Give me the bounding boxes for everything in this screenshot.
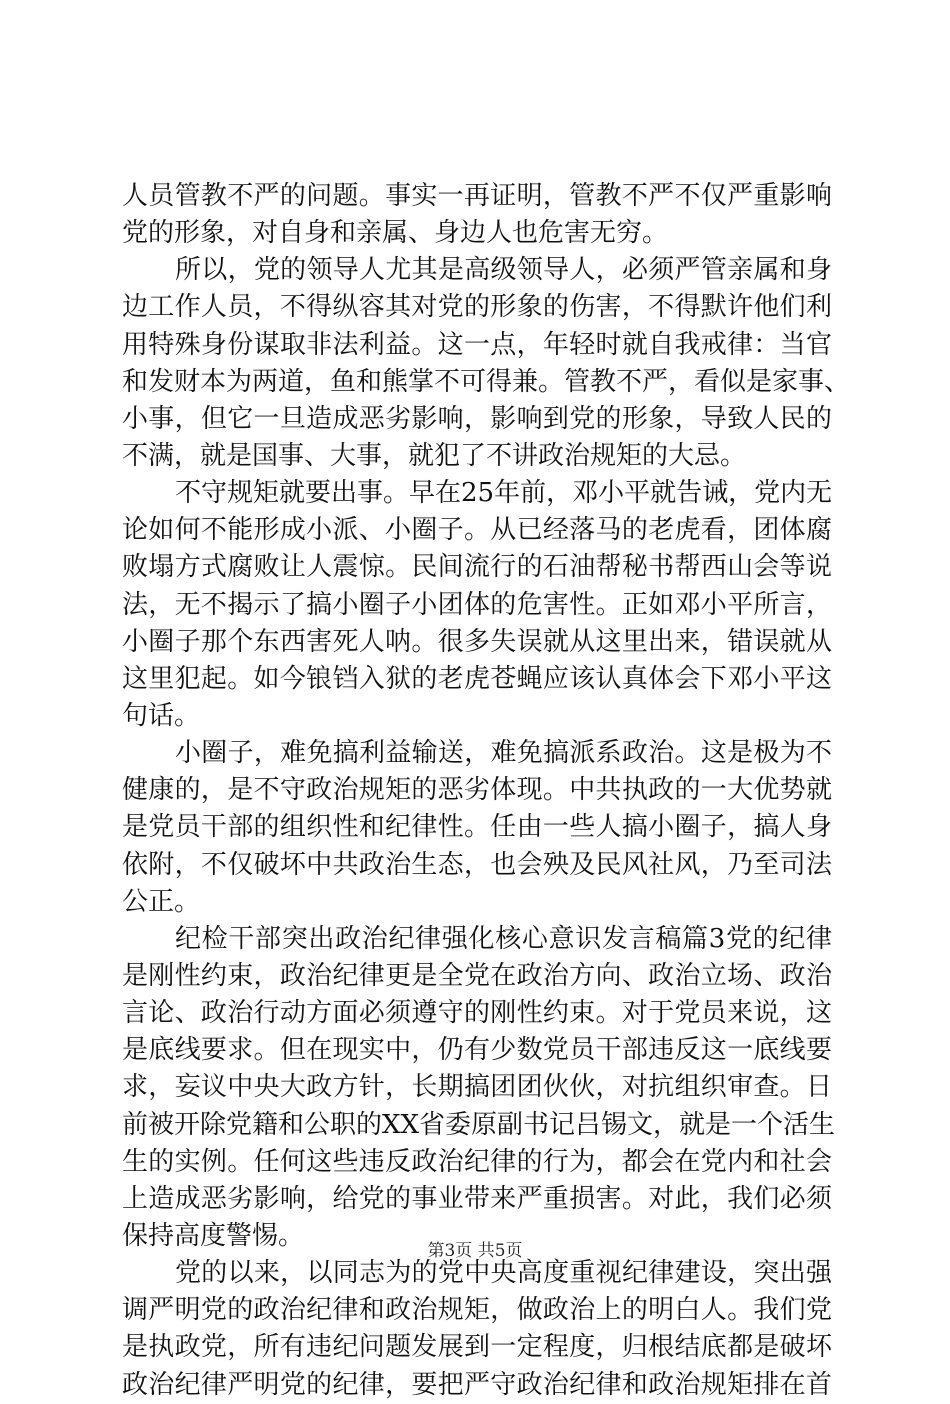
text-line: 保持高度警惕。: [122, 1220, 305, 1251]
text-line: 上造成恶劣影响，给党的事业带来严重损害。对此，我们必须: [122, 1183, 832, 1214]
paragraph-first-line: 不守规矩就要出事。早在25年前，邓小平就告诫，党内无: [175, 478, 833, 509]
text-line: 公正。: [122, 886, 201, 917]
text-line: 前被开除党籍和公职的XX省委原副书记吕锡文，就是一个活生: [122, 1109, 836, 1140]
text-line: 政治纪律严明党的纪律，要把严守政治纪律和政治规矩排在首: [122, 1369, 832, 1400]
text-line: 依附，不仅破坏中共政治生态，也会殃及民风社风，乃至司法: [122, 849, 832, 880]
text-line: 和发财本为两道，鱼和熊掌不可得兼。管教不严，看似是家事、: [122, 366, 851, 397]
text-line: 小圈子那个东西害死人呐。很多失误就从这里出来，错误就从: [122, 626, 832, 657]
text-line: 这里犯起。如今锒铛入狱的老虎苍蝇应该认真体会下邓小平这: [122, 663, 832, 694]
document-body: [122, 178, 851, 1404]
text-line: 健康的，是不守政治规矩的恶劣体现。中共执政的一大优势就: [122, 775, 832, 806]
text-line: 生的实例。任何这些违反政治纪律的行为，都会在党内和社会: [122, 1146, 832, 1177]
text-line: 是执政党，所有违纪问题发展到一定程度，归根结底都是破坏: [122, 1332, 832, 1363]
text-line: 败塌方式腐败让人震惊。民间流行的石油帮秘书帮西山会等说: [122, 552, 832, 583]
text-line: 是刚性约束，政治纪律更是全党在政治方向、政治立场、政治: [122, 960, 832, 991]
text-line: 不满，就是国事、大事，就犯了不讲政治规矩的大忌。: [122, 440, 747, 471]
text-line: 调严明党的政治纪律和政治规矩，做政治上的明白人。我们党: [122, 1295, 832, 1326]
text-line: 是党员干部的组织性和纪律性。任由一些人搞小圈子，搞人身: [122, 812, 832, 843]
text-line: 人员管教不严的问题。事实一再证明，管教不严不仅严重影响: [122, 181, 832, 211]
paragraph-first-line: 纪检干部突出政治纪律强化核心意识发言稿篇3党的纪律: [175, 923, 832, 954]
page-footer: 第3页 共5页: [427, 1241, 523, 1261]
text-line: 用特殊身份谋取非法利益。这一点，年轻时就自我戒律：当官: [122, 329, 832, 360]
text-line: 小事，但它一旦造成恶劣影响，影响到党的形象，导致人民的: [122, 403, 832, 434]
paragraph-first-line: 小圈子，难免搞利益输送，难免搞派系政治。这是极为不: [175, 738, 832, 769]
text-line: 法，无不揭示了搞小圈子小团体的危害性。正如邓小平所言，: [122, 589, 832, 620]
text-line: 言论、政治行动方面必须遵守的刚性约束。对于党员来说，这: [122, 998, 832, 1029]
text-line: 是底线要求。但在现实中，仍有少数党员干部违反这一底线要: [122, 1035, 832, 1066]
text-line: 党的形象，对自身和亲属、身边人也危害无穷。: [122, 218, 669, 249]
paragraph-first-line: 所以，党的领导人尤其是高级领导人，必须严管亲属和身: [175, 255, 832, 286]
text-line: 边工作人员，不得纵容其对党的形象的伤害，不得默许他们利: [122, 292, 832, 323]
paragraph-first-line: 党的以来，以同志为的党中央高度重视纪律建设，突出强: [175, 1258, 832, 1289]
text-line: 句话。: [122, 700, 201, 731]
text-line: 论如何不能形成小派、小圈子。从已经落马的老虎看，团体腐: [122, 515, 832, 546]
text-line: 求，妄议中央大政方针，长期搞团团伙伙，对抗组织审查。日: [122, 1072, 832, 1103]
